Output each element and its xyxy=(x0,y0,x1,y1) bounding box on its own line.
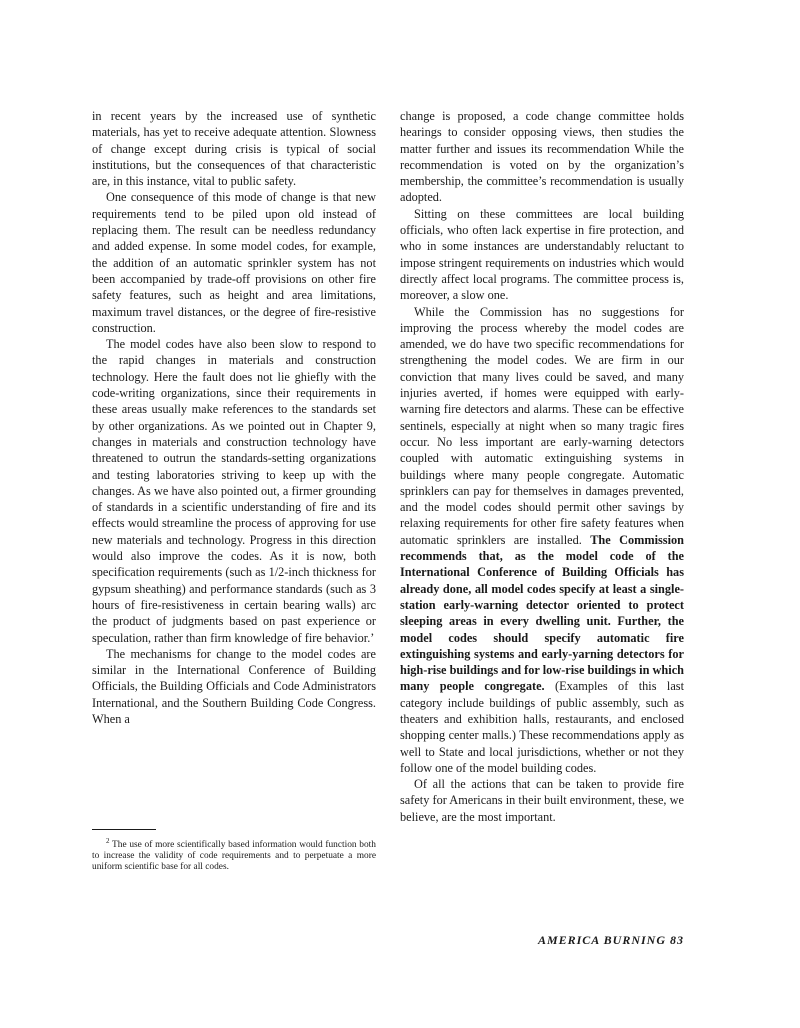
running-footer: AMERICA BURNING 83 xyxy=(537,933,684,947)
left-column xyxy=(92,108,376,727)
right-paragraph-4: Of all the actions that can be taken to provide fire safety for Americans in their built environment, these, we believe, are the most important. xyxy=(400,777,684,824)
recommendation-lead-in: While the Commission has no suggestions for improving the process whereby the model codes are amended, we do have two specific recommendations for strengthening the model codes. We are firm in our conviction that many lives could be saved, and many injuries averted, if homes were equipped with early-warning fire detectors and alarms. These can be effective sentinels, especially at night when so many tragic fires occur. No less important are early-warning detectors coupled with automatic extinguishing systems in buildings where many people congregate. Automatic sprinklers can pay for themselves in damages prevented, and the model codes should permit other savings by relaxing requirements for other fire safety features when automatic sprinklers are installed. xyxy=(400,304,684,547)
footnote xyxy=(92,836,376,873)
left-paragraph-1: in recent years by the increased use of synthetic materials, has yet to receive adequate attention. Slowness of change except during crisis is typical of social institutions, but the consequences of that characteristic are, in this instance, vital to public safety. xyxy=(92,109,376,189)
commission-recommendation: The Commission recommends that, as the model code of the International Conference of Building Officials has already done, all model codes specify at least a single-station early-warning detector oriented to protect sleeping areas in every dwelling unit. Further, the model codes should specify automatic fire extinguishing systems and early-yarning detectors for high-rise buildings and for low-rise buildings in which many people congregate. xyxy=(400,532,684,694)
footnote-marker: 2 xyxy=(106,837,110,845)
left-paragraph-2: One consequence of this mode of change is that new requirements tend to be piled upon old instead of replacing them. The result can be needless redundancy and added expense. In some model codes, for example, the addition of an automatic sprinkler system has not been accompanied by trade-off provisions on other fire safety features, such as height and area limitations, maximum travel distances, or the degree of fire-resistive construction. xyxy=(92,190,376,335)
right-paragraph-2: Sitting on these committees are local building officials, who often lack expertise in fire protection, and who in some instances are understandably reluctant to impose stringent requirements on industries which would directly affect local programs. The committee process is, moreover, a slow one. xyxy=(400,206,684,303)
right-paragraph-3 xyxy=(400,304,684,777)
footnote-text: The use of more scientifically based information would function both to increase the validity of code requirements and to perpetuate a more uniform scientific base for all codes. xyxy=(92,840,376,873)
right-paragraph-1: change is proposed, a code change committee holds hearings to consider opposing views, then studies the matter further and issues its recommendation While the recommendation is voted on by the organization’s membership, the committee’s recommendation is usually adopted. xyxy=(400,109,684,205)
left-paragraph-3: The model codes have also been slow to respond to the rapid changes in materials and construction technology. Here the fault does not lie ghiefly with the code-writing organizations, since their requirements in these areas usually make references to the standards set by other organizations. As we pointed out in Chapter 9, changes in materials and construction technology have threatened to outrun the standards-setting organizations and testing laboratories striving to keep up with the changes. As we have also pointed out, a firmer grounding of standards in a scientific understanding of fire and its effects would streamline the process of approving for use new materials and technology. Progress in this direction would also improve the codes. As it is now, both specification requirements (such as 1/2-inch thickness for gypsum sheathing) and performance standards (such as 3 hours of fire-resistiveness in certain bearing walls) arc the product of judgments based on past experience or speculation, rather than firm knowledge of fire behavior.’ xyxy=(92,337,376,645)
right-column xyxy=(400,108,684,825)
recommendation-examples: (Examples of this last category include buildings of public assembly, such as theaters and exhibition halls, restaurants, and enclosed shopping center malls.) These recommendations apply as well to State and local jurisdictions, whether or not they follow one of the model building codes. xyxy=(400,679,684,775)
footnote-divider xyxy=(92,829,156,830)
left-paragraph-4: The mechanisms for change to the model codes are similar in the International Conference of Building Officials, the Building Officials and Code Administrators International, and the Southern Building Code Congress. When a xyxy=(92,646,376,726)
